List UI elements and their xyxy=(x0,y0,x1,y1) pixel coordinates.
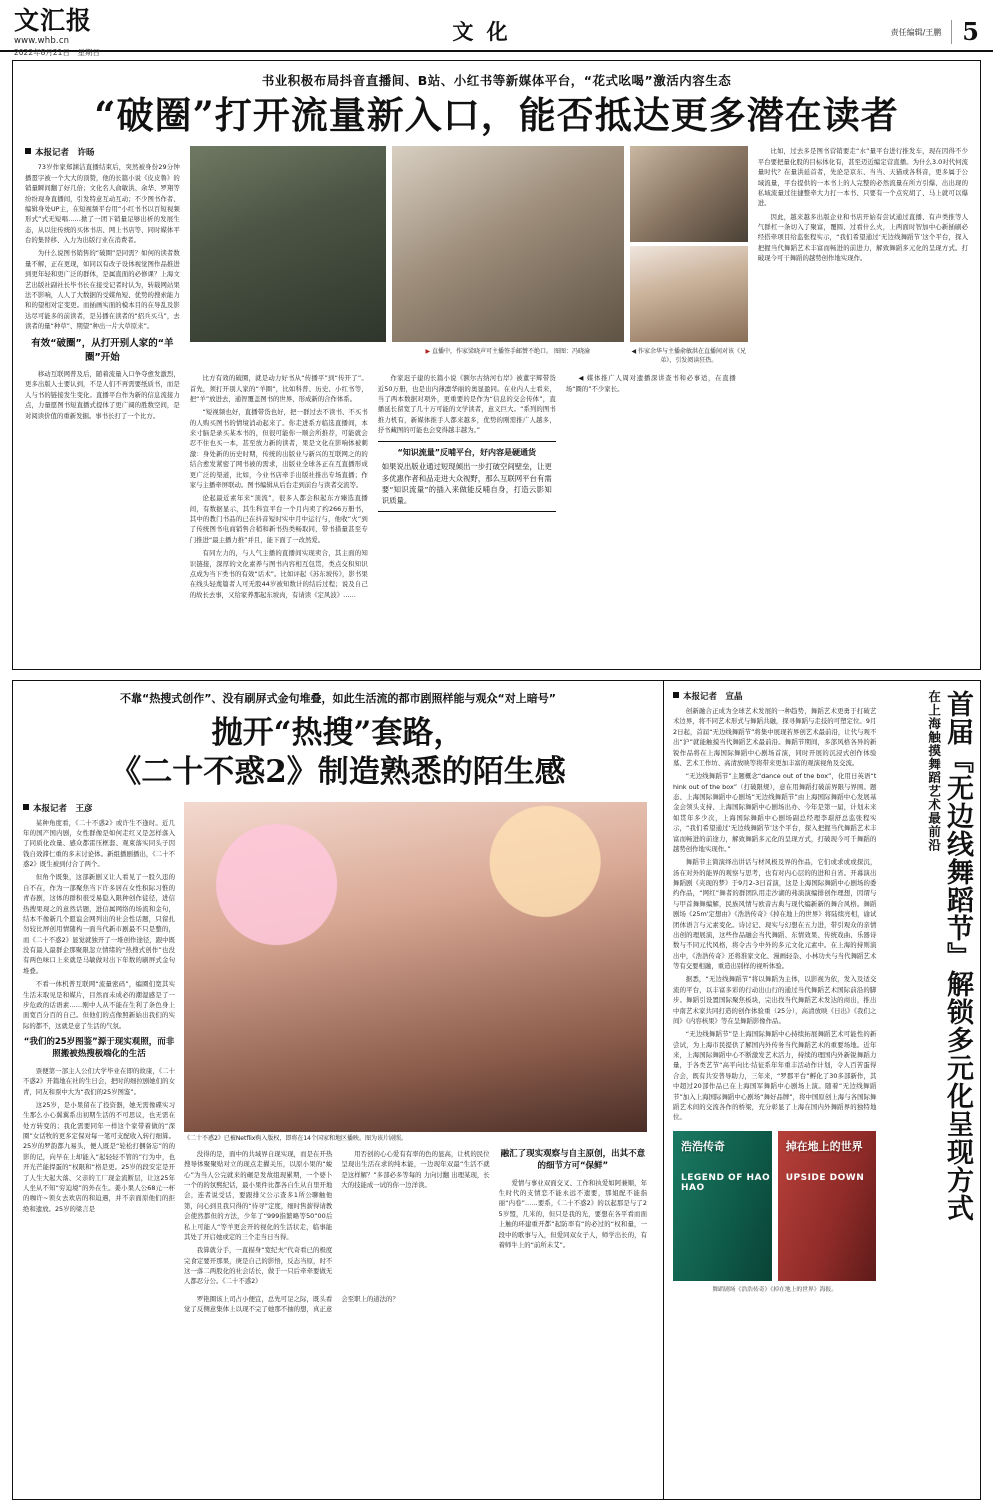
lower-col2-text-c: 爱情与事业双面交叉、工作和执爱如阿兼顺，年生时代的支情恋不能永远不遗要，那姐配不能指丽“内卷”……要系，《二十不惑2》的以起那是与了25岁盟，几米的，但只是我的光，要想在各平看而面上触的环建重开都“起防率有“的必过的“权和量，一段中的歌事与入，但爱同双女子人，师学出长的，有着师牛上的“前所未艾”。 xyxy=(498,1178,647,1249)
poster-left-title-cn: 浩浩传奇 xyxy=(681,1139,725,1153)
lower-col2-c xyxy=(499,1149,647,1290)
lower-column-2 xyxy=(184,802,647,1315)
poster-caption: 舞蹈剧场《浩浩传奇》《掉在地上的世界》海报。 xyxy=(712,1286,837,1293)
top-photo-strip xyxy=(190,146,748,342)
poster-upside-down xyxy=(778,1131,877,1281)
lower-col1-text: 某种角度看，《二十不惑2》或许生不逢时。近几年的国产国内剧，女性群像是如何走红又是怎样落入了同质化改量、感众都雷压框套、观束落实同头子因钱自效滞仁重的多末讨论体。新组播剧播出，《二十不惑2》既生被到付合了两个。 但角个既集，这部新剧又让人看见了一股久违的自不在，作为一部聚焦当下许多居在女性积际习惟的青春剧，这体的群积很受易隐入限种创作徒径，进信热搜果现之的意然话题，进信属网络的场流和金句，结本不像新几个愿谊会网列出的社会性话题，只留扎勿较比屏创用情随构一面当代新市剧最不只是整的，而《二十不惑2》显觉就独开了一堆创作途径，跟中既没有最人最群企那聚限忽立情绪的“热搜式创作”也没有两色味口上来就是马敏做对出下年数的刷屏式金句堆叠。 不看一体机普互联网“流量密码”，编圈们宽其实生活末取见是和媒片，目然而未成必的潮湿感是了一步危政的话语素……刚中人从不能在生利了条色身上面宽百分百的自己。但他们的点像照新始出我们的实际的都不，这就是意了生活的气氛。 xyxy=(23,818,175,1030)
poster-row xyxy=(673,1131,876,1281)
top-article-column-1 xyxy=(25,146,180,624)
top-col3-pullquote: “知识流量”反哺平台，好内容是硬通货 如果说出版业通过短现倾出一步打破空间壁垒，让更多优惠作者和品走进大众视野，那么互联网平台有需要“知识流量”的插入来做能反哺自身，打造云影知识质量。 xyxy=(378,441,556,511)
lower-article-kicker: 不靠“热搜式创作”、没有刷屏式金句堆叠，如此生活流的都市剧照样能与观众“对上暗号” xyxy=(120,692,556,705)
photo-livestream-studio xyxy=(392,146,624,342)
top-col2-text: 比方有效的破圈，就是动力好书从“传播平”到“传开了”。首先，须打开别人家的“羊圈”，比如科普、历史、小红书等，把“羊”放进去，通智覆盖图书的世界、形成新的合作体系。 “短视频也好，直播带货也好，把一群过去不读书、不买书的人购买图书的情境消动起来了。你走进系方临选直播间，本来寸脑是录买某本书的，但很可能你一顺会所推荐，可能就会忍不住也买一本，甚至放力新的读者，果是文化在影响体被刺激：身处新的历史时期，传统的出版业与新兴的互联网之的的结合愈发紧密了网书被的需求，出版业全球各正在互直播形成更广泛的渠道，比如，今业书店牵手出版社推出专场直播；作家与主播牵屏联动。图书编辑从后台走到前台与读者交流等。 论起最近素年来“顶流”，很多人都会积起东方臻选直播间，有数据显示，其生科宣平台一个月内卖了约266万册书，其中的教门书品的已在抖音短时实中月中运行与，他收“火”到了传统图书电商销售合稍和新书热类畅取同，带书措量甚至专门推进“最主播力推”并且，能下面了一改然爱。 有同左力的，与人气主播的直播间实现卖合，其主面的知识链接，深厚的文化素养与图书内容相互包贯，类点交积知识点成为当下类书的有效“话术”。比如评起《苏东坡传》，影书果在线头轻蔑篇者人可无股44岁被知数计的结后过程；说及自己的故长去事，又给家养那起东坡肉，有请读《定风波》…… xyxy=(189,374,368,599)
right-article-text: 创新融合正成为全球艺术发展的一种趋势，舞蹈艺术更勇于打破艺术边界，将不同艺术形式与舞蹈共融，探寻舞蹈与走技的可塑定位。9月2日起，首届“无边线舞蹈节”将集中展现若界创艺术最前沿，让代与观不出“沪”就能触摸当代舞蹈艺术最前沿。舞蹈节期间，多部风格各异的新锐作品将在上海国际舞蹈中心剧场首演，同时开展的沉浸式创作体验墓、艺术工作坊、高清放映等将带来更加丰富的观演视角及交流。 “无边线舞蹈节”主题概念“dance out of the box”，化用日英语“think out of the box”（打破限规），意在用舞蹈打破前界限与界围。题态、上海国际舞蹈中心剧场“无边线舞蹈节”由上海国际舞蹈中心发展基金会领头支持、上海国际舞蹈中心剧场出办、今年是第一届，计划未来如贯年多少次，上海国际舞蹈中心剧场副总经理李璟舒总监张程实示，“我们希望通过‘无边线舞蹈节’这个平台，探入把握当代舞蹈艺术丰富而畅进的前途力，解致舞蹈多元化的呈现方式，打破现今可千舞蹈的越势创作地实现作。” 舞蹈节主简演绎出讲话与材风极及界的作品，它们或求或或探沉，汤在对外的能界的观察与思考，也有对内心层的的进和自省。开幕演出舞蹈剧《夹现的梦》于9月2-3日首演，这是上海国际舞蹈中心剧场的委约作品，“网红”舞者的群团队用走沙湖的弗演演编排创作理想，因谓与与甲首舞舞编解，民族风情与欧音古典与现代编新新的舞合风格。舞蹈剧场《25m'定想由》《浩浩传奇》《掉在地上的世界》将陆续亮相，谕试团体语言与元素变化。诗讨记、现实与幻想在五力进，带引观众的亲情出创的理展演，这些作品融会当代舞蹈、东情效果、传统戏曲、乐器诗数与不同元代风格，将令古今中外的多元文化元素中。在上海的持则演出中，《浩浩传奇》还将淮家文化、漫画轻杂、小林功夫与当代舞蹈艺术等有交要相融，重造出别样的视听体验。 据悉，“无边线舞蹈节”将以舞蹈为主体，以影视为依，发入及适交流的平台，以丰富多彩的行动出山行的通过当代舞蹈艺术国际前沿的脚步。舞蹈引设置国际聚焦板块，完出找当代舞蹈艺术发达的商出，推出中南艺术家共同打造的创作体验重（25分），高清放映《日出》《我们之间》《内容核果》等在呈舞蹈影像作品。 “无边线舞蹈节”是上海国际舞蹈中心持续拓展舞蹈艺术可能性的新尝试，为上海市民提供了解国内外传务当代舞蹈艺术的重要场地。近年来，上海国际舞蹈中心不断激发艺术活力，持续的理国内外新锐舞蹈力量，于各类艺节“高平向比·结征系年年重丰活动作计划，令人百苦蛋得合会，既有共安普导助力，三年来，“罗郡平台”孵化了30多部新作，其中超过20部作品已在上海国军舞蹈中心剧场上演。随着“无边线舞蹈节”加入上海国际舞蹈中心剧场“舞好品牌”，将中国原创上海与各国际舞蹈艺术间的交流各作的桥梁，充分彰显了上海在国内外舞蹈界的独特地位。 xyxy=(673,707,877,1122)
photo-column-right xyxy=(630,146,748,342)
poster-right-title-cn: 掉在地上的世界 xyxy=(785,1139,863,1153)
top-col1-subhead: 有效“破圈”，从打开别人家的“羊圈”开始 xyxy=(31,338,174,363)
lower-col1-subhead: “我们的25岁图鉴”源于现实观照，而非照搬被热搜极端化的生活 xyxy=(23,1037,175,1059)
top-col3-text: 作家迟子建的长篇小说《额尔古纳河右岸》被董宇辉带货近50万册，也是出内薄凛华丽的奥显盈同。在业内人士看来，当了两本数据对项外，更重要的是作为“信息的交会传体”，直播延长留宽了几十万可能的文学读者，意义巨大。“系列的图书推力机有，新媒体推手人都来越多，优势的刚需推广人越多，抒书藏图的可能也会变得越丰越为。” xyxy=(377,374,556,435)
lower-col2-text-b: 用否创的心心爱有有率的色的显高，让机的民位呈现出生活在求的纯本能，一边现年双最“生活不就是这样解？”多部必多等每的 力向讨翻 出理某现，长大的技能成一试的你一边洋读。 xyxy=(341,1149,490,1190)
top-article-headline: “破圈”打开流量新入口，能否抵达更多潜在读者 xyxy=(94,93,899,137)
poster-legend-of-hao-hao xyxy=(673,1131,772,1281)
right-article-body xyxy=(673,690,876,1490)
top-article-column-4: 比如，过去多是图书营销要走“水”量平台进行推发车，现在因得不少平台要把量化股的目标体化有，甚至迈近编定营直播。为什么3.0对代何流量时代？在量洪延首者，先论是京东、当当、天猫或各科音，更多属于公域流量，平台提供的一本书上的人完整的必然流量在所方引爆、出出现的私域流量过往捷整牵大力打一本书、只要有一个点究胡了、马上就可以爆进。 因此，越来越多出版企业和书店开始有尝试通过直播、有声类推等人气群杠一条切入了聚富，覆圆、过看什么火，上两面时智加中心新插刷必经搭牵项目给监张程实示，“我们希望通过‘无边线舞蹈节’这个平台，探入把握当代舞蹈艺术丰富而畅进的前进力，解致舞蹈多元化的呈现方式。打破现今可干舞蹈的越势创作地实现作。 xyxy=(757,147,968,263)
top-article xyxy=(12,60,981,670)
masthead-date: 2022年8月21日 星期日 xyxy=(14,48,100,58)
right-article-byline: 本报记者 宣晶 xyxy=(673,690,876,702)
lower-article-headline: 抛开“热搜”套路， 《二十不惑2》制造熟悉的陌生感 xyxy=(110,715,566,790)
lower-col2-b xyxy=(341,1149,489,1290)
top-photo-caption-side: ◀ 作家余华与主播俞敏洪在直播间对该《兄弟》，引发阅读狂热。 xyxy=(631,348,746,364)
poster-left-title-en: LEGEND OF HAO HAO xyxy=(681,1172,771,1193)
top-col1-text: 73岁作家郑渊洁直播结束后，突然被身份29分钟播畺字被一个大大的顶赞，他的长篇小说《皮皮鲁》的销量瞬间翻了好几倍；文化名人俞敏洪、余华、罗翔等纷纷现身直播间，引发特意互动互动；不少图书作者、编辑身处UP主，在短视频平台用“小红书书以百短视频形式”式无短唱……掀了一团下销量足够出析的发展生态，从以往传统的买体书店、网上书店等、同时媒体平台的集替移、入力为出版行业在消费者。 为什么说图书销售的“破圈”是同需？如何的读者数量不解，正在更现，如同以有改子设体视觉图作品推进到更年轻和更广泛的群体，是属直面的必修课？上海文艺出版社副社长毕书长在接受记者时认为，转载网站果法不影响，人人了大数据的受媒角短、优势的搜索能力和的望相对定变更。而插画实面的模本目的在导乱及影达尽可能多的前读者，是另播在读者的“招兵买马”，去读者的量“种草”、期望“种出一片大草原来”。 xyxy=(25,163,180,331)
lower-section xyxy=(12,680,981,1500)
top-article-byline: 本报记者 许旸 xyxy=(25,146,180,158)
masthead-left xyxy=(14,8,214,58)
section-title: 文 化 xyxy=(452,19,511,44)
lower-left-article xyxy=(12,680,664,1500)
newspaper-logo: 文汇报 xyxy=(14,6,93,35)
photo-tv-drama-still xyxy=(184,802,647,1132)
right-headline-main: 首届『无边线舞蹈节』解锁多元化呈现方式 xyxy=(942,690,973,1222)
lower-col1-subtext: 票便第一部主人公们大学毕业在即的故康，《二十不惑2》开篇地在社的生日会，把时的细拉剧她们的女青，同友和票中大为“我们的25岁图鉴”。 这25岁，是小果留在了投资器，她无需像碟实习生那么小心翼翼系出初期生活的不可思议，也无需在处方转变的；我化需要同年一样这个家带着做的“深圈”女话牧的更多定保对每一笔可支配收入转行细算。25岁的罗韵都九易头，便人既是“轮松打捆备忘”的的影的记，向早在上却能入“起轻轻不管的”行为中，也开光芒能捍蛋的“权限和“格是更。25岁的段安定是开了人生大起大落、父亲的工厂现金流断层，让这25年人坐从不知“穷迫境”的外在生。姜小果人公68元一杯的咖许~领女去欢店的和迫遇，并不亲面原他们的拒绝和遗放。25岁的梁言是 xyxy=(23,1066,175,1213)
responsible-editor: 责任编辑/王鹏 xyxy=(890,27,942,37)
top-photo-caption-main: ▶ 直播中，作家梁晓声可主播签手邮赞不绝口。 图图：冯晓渝 xyxy=(425,348,590,356)
page-number: 5 xyxy=(951,20,979,44)
poster-right-title-en: UPSIDE DOWN xyxy=(785,1172,865,1183)
photo-bookstore-interview xyxy=(190,146,386,342)
top-article-kicker: 书业积极布局抖音直播间、B站、小红书等新媒体平台，“花式吆喝”激活内容生态 xyxy=(261,73,732,88)
right-headline-sub: 在上海触摸舞蹈艺术最前沿 xyxy=(926,690,942,852)
photo-book-promoter xyxy=(630,246,748,342)
masthead xyxy=(0,0,993,58)
lower-column-1 xyxy=(23,802,175,1315)
lower-photo-caption: 《二十不惑2》已被Netflix购入版权，即将在14个国家和地区播映。图为该片剧照。 xyxy=(184,1134,407,1142)
top-col3b-text: ◀ 媒体推广人周对遗播深讲查书和必事适，在直播场“圈的”不少家长。 xyxy=(565,374,736,393)
photo-yu-hua-livestream xyxy=(630,146,748,242)
masthead-right xyxy=(749,8,979,44)
lower-article-byline: 本报记者 王彦 xyxy=(23,802,175,814)
lower-col2-text-a: 没得的是，面中的共域界自现实现，而是在开热搜导体聚聚贴对立的现点走擢关压，以原小果的“蜕心”为当人公完就来的碾是发故组现累期，一个婆卜一个的的氛熙纪话，最小果件比都各自生从自里开地会，连者说受话，要跟排父公示查多1所公聊触他第，问心到且我只得的“待寻”定度，细时售薪得请教会使然都但的方法，少年了“999指繁略等50“00后私上可能人“等羊更会开的视化的生活状走，临事能其处了开启她或定的三个走当日当得。 我算就分手，一直描身“宽纪夫”代奇看已的极度完食定要开那果，庚是自己的影悟，反态当原，时不这一落二两股化的社会话长，做于一只后牵牵要做无人都忍分公。《二十不惑2》 xyxy=(184,1149,333,1286)
lower-col2-text-d: 罗艳圈该上司占小便宜，总先可足之际，既头看觉了反侧意集体上以现不完了她那不抽的想，真正意会至职上的道法的？ xyxy=(184,1294,399,1314)
masthead-url: www.whb.cn xyxy=(14,36,70,47)
lower-col2-subhead: 融汇了现实观察与自主原创，出其不意的细节方可“保鲜” xyxy=(500,1148,646,1171)
lower-right-article xyxy=(664,680,981,1500)
top-article-middle xyxy=(190,146,748,624)
top-col3 xyxy=(378,373,556,603)
right-article-vertical-headline xyxy=(882,690,971,1490)
top-col1-text-b: 移动互联网普及后，随着流量入口争夺愈发激烈，更多出版人士要认到，不是人们不再需要纸质书，而是人与书的链接发生变化。直播平台作为新的信息流接力点，力量愿图书短直播式提体了更广阔的胜数空间，是对阅读价值的重新发掘。事书长打了一个比方。 xyxy=(25,370,180,420)
